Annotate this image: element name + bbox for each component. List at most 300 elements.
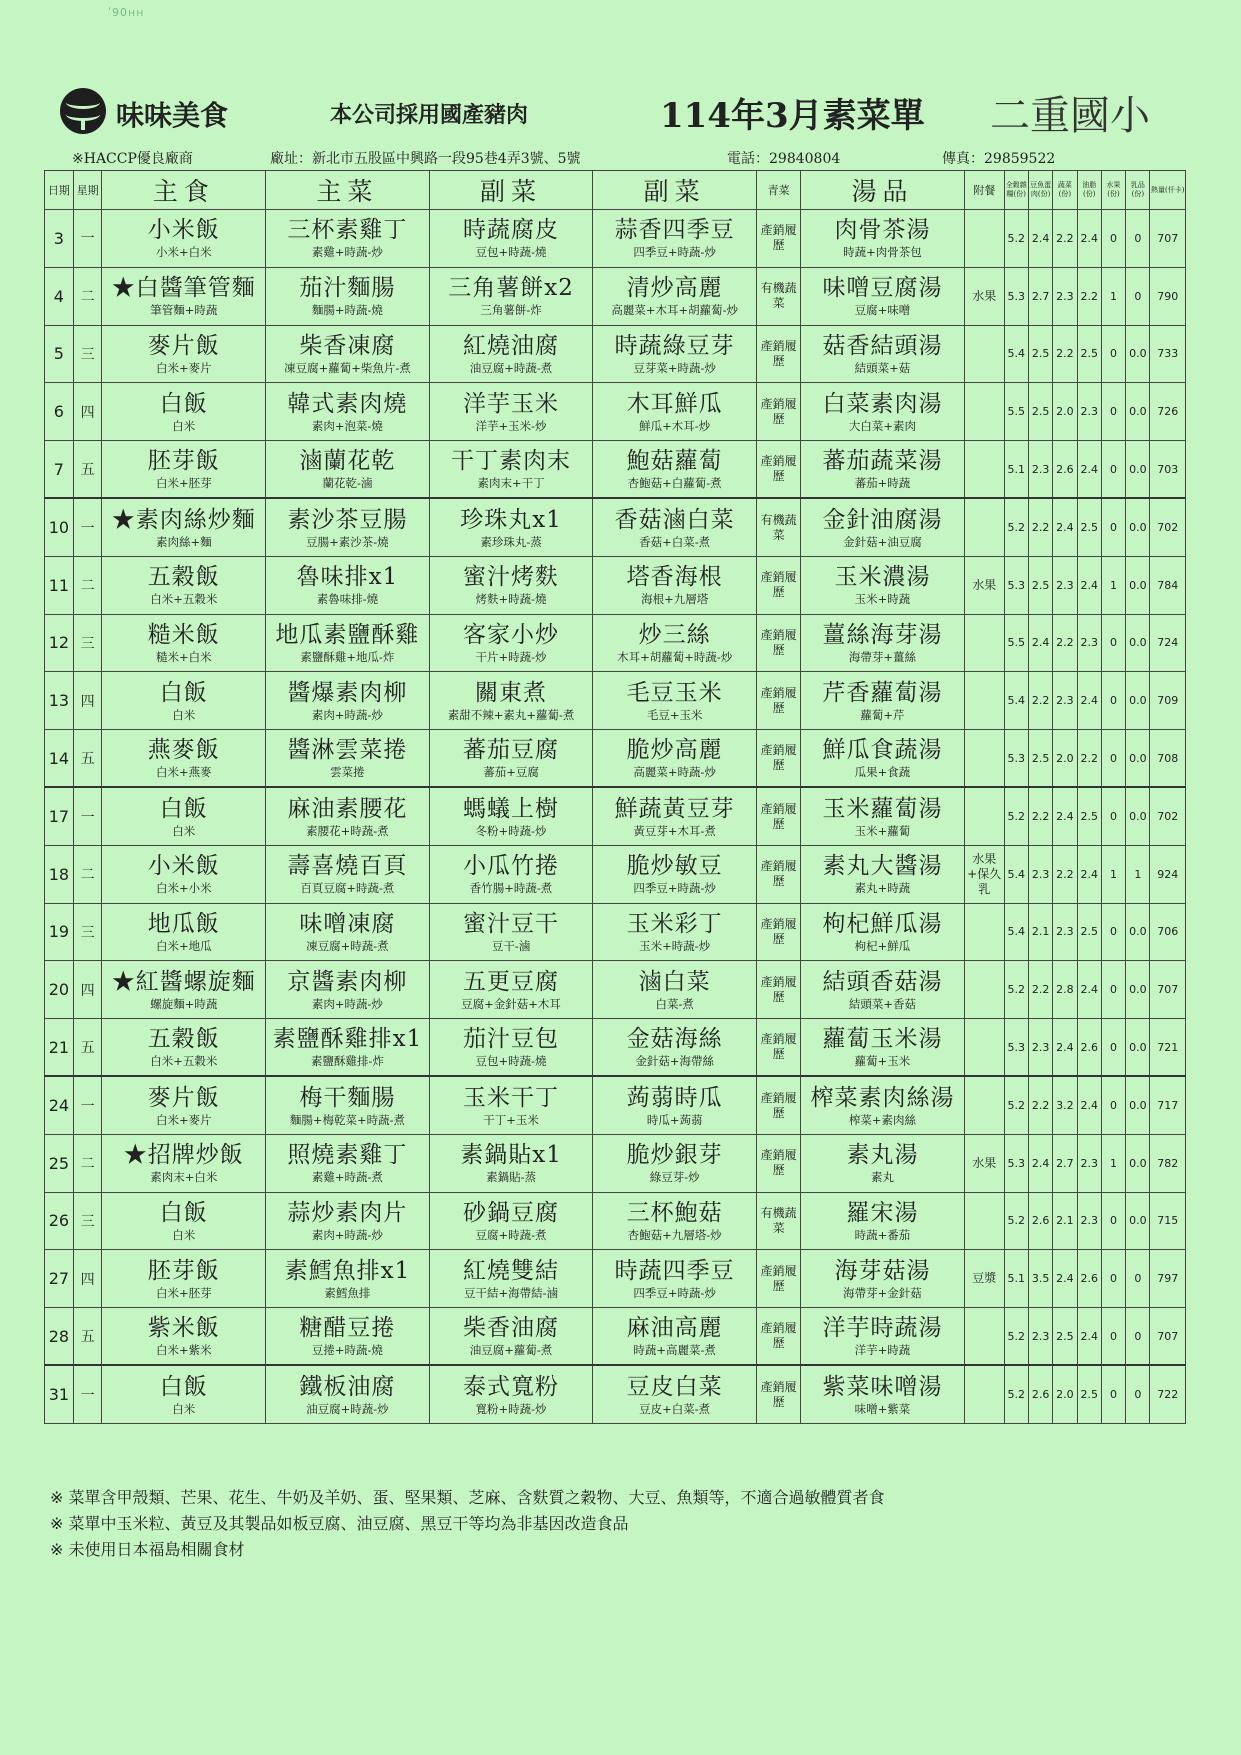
side-dish-2-cell (593, 730, 757, 788)
side-dish-2-ingredients: 玉米+時蔬-炒 (639, 938, 711, 953)
vegetable-type: 產銷履歷 (756, 1308, 800, 1366)
entree-ingredients: 油豆腐+時蔬-炒 (306, 1401, 389, 1416)
nutrition-v2: 2.2 (1028, 672, 1052, 730)
menu-row (45, 1076, 1186, 1134)
side-dish-2: 三杯鮑菇 (626, 1199, 723, 1226)
entree-cell (266, 556, 430, 614)
side-dish-2: 炒三絲 (638, 621, 711, 648)
vegetable-type: 產銷履歷 (756, 787, 800, 845)
extra-item (964, 1308, 1004, 1366)
nutrition-kcal: 797 (1150, 1250, 1186, 1308)
entree: 韓式素肉燒 (287, 390, 408, 417)
day-number: 28 (45, 1308, 74, 1366)
side-dish-1-cell (429, 672, 593, 730)
vegetable-type: 產銷履歷 (756, 730, 800, 788)
nutrition-v4: 2.4 (1077, 1076, 1101, 1134)
side-dish-1-ingredients: 豆干結+海帶結-滷 (464, 1285, 559, 1300)
entree: 魯味排x1 (296, 564, 399, 591)
entree-cell (266, 1365, 430, 1423)
nutrition-v4: 2.5 (1077, 787, 1101, 845)
nutrition-v3: 2.4 (1053, 498, 1077, 556)
nutrition-v4: 2.3 (1077, 1192, 1101, 1250)
nutrition-v5: 0 (1101, 787, 1125, 845)
nutrition-v1: 5.2 (1004, 498, 1028, 556)
main-dish: 白飯 (159, 1373, 208, 1400)
nutrition-v4: 2.6 (1077, 1250, 1101, 1308)
extra-item (964, 1076, 1004, 1134)
entree-ingredients: 素鹽酥雞排-炸 (310, 1054, 384, 1069)
soup: 結頭香菇湯 (822, 968, 943, 995)
footnote: ※ 菜單中玉米粒、黃豆及其製品如板豆腐、油豆腐、黑豆干等均為非基因改造食品 (50, 1514, 629, 1533)
nutrition-v6: 1 (1126, 845, 1150, 903)
entree-ingredients: 豆捲+時蔬-燒 (311, 1343, 383, 1358)
slogan: 本公司採用國產豬肉 (330, 103, 529, 128)
soup-ingredients: 結頭菜+菇 (854, 360, 911, 375)
soup-ingredients: 洋芋+時蔬 (854, 1343, 911, 1358)
nutrition-v6: 0.0 (1126, 1134, 1150, 1192)
vegetable-type: 產銷履歷 (756, 1250, 800, 1308)
soup-cell (801, 1076, 965, 1134)
side-dish-2-ingredients: 四季豆+時蔬-炒 (633, 245, 716, 260)
soup: 薑絲海芽湯 (822, 621, 943, 648)
soup: 菇香結頭湯 (822, 332, 943, 359)
weekday: 二 (73, 267, 102, 325)
main-dish-cell (102, 1192, 266, 1250)
entree-ingredients: 素肉+時蔬-炒 (311, 707, 383, 722)
nutrition-v3: 2.2 (1053, 210, 1077, 268)
day-number: 20 (45, 961, 74, 1019)
side-dish-1-cell (429, 267, 593, 325)
header-main: 主食 (102, 171, 266, 210)
nutrition-v5: 0 (1101, 498, 1125, 556)
menu-row (45, 1308, 1186, 1366)
side-dish-2: 清炒高麗 (626, 275, 723, 302)
vegetable-type: 有機蔬菜 (756, 1192, 800, 1250)
school-name: 二重國小 (990, 93, 1150, 139)
nutrition-kcal: 707 (1150, 210, 1186, 268)
nutrition-v4: 2.4 (1077, 210, 1101, 268)
day-number: 6 (45, 383, 74, 441)
side-dish-1-cell (429, 787, 593, 845)
soup: 玉米濃湯 (834, 564, 931, 591)
main-dish-cell (102, 614, 266, 672)
main-dish: ★素肉絲炒麵 (111, 506, 256, 533)
entree-ingredients: 凍豆腐+蘿蔔+柴魚片-煮 (284, 360, 411, 375)
nutrition-v2: 2.3 (1028, 1308, 1052, 1366)
side-dish-1: 小瓜竹捲 (463, 853, 560, 880)
nutrition-v3: 2.0 (1053, 730, 1077, 788)
nutrition-v3: 2.0 (1053, 1365, 1077, 1423)
vegetable-type: 產銷履歷 (756, 845, 800, 903)
soup: 海芽菇湯 (834, 1257, 931, 1284)
side-dish-2: 木耳鮮瓜 (626, 390, 723, 417)
nutrition-v1: 5.3 (1004, 267, 1028, 325)
nutrition-v5: 0 (1101, 1019, 1125, 1077)
nutrition-v2: 2.5 (1028, 556, 1052, 614)
nutrition-kcal: 722 (1150, 1365, 1186, 1423)
soup-cell (801, 1365, 965, 1423)
main-dish-ingredients: 白米 (172, 418, 196, 433)
main-dish-cell (102, 325, 266, 383)
entree-ingredients: 素肉+時蔬-炒 (311, 1227, 383, 1242)
soup: 紫菜味噌湯 (822, 1373, 943, 1400)
nutrition-v4: 2.5 (1077, 903, 1101, 961)
main-dish: 白飯 (159, 390, 208, 417)
main-dish-ingredients: 白米+地瓜 (155, 938, 212, 953)
side-dish-1-ingredients: 蕃茄+豆腐 (483, 765, 539, 780)
main-dish-ingredients: 小米+白米 (155, 245, 212, 260)
entree-ingredients: 麵腸+時蔬-燒 (311, 303, 383, 318)
soup: 榨菜素肉絲湯 (810, 1084, 955, 1111)
nutrition-kcal: 724 (1150, 614, 1186, 672)
nutrition-v3: 2.4 (1053, 1250, 1077, 1308)
weekday: 四 (73, 961, 102, 1019)
nutrition-v1: 5.5 (1004, 383, 1028, 441)
extra-item (964, 903, 1004, 961)
nutrition-v2: 2.2 (1028, 1076, 1052, 1134)
main-dish-ingredients: 素肉絲+麵 (155, 534, 212, 549)
soup-cell (801, 903, 965, 961)
extra-item (964, 672, 1004, 730)
day-number: 21 (45, 1019, 74, 1077)
side-dish-1-cell (429, 961, 593, 1019)
entree-cell (266, 730, 430, 788)
soup: 素丸大醬湯 (822, 853, 943, 880)
entree: 糖醋豆捲 (299, 1315, 396, 1342)
entree-cell (266, 210, 430, 268)
nutrition-v2: 2.3 (1028, 441, 1052, 499)
nutrition-v5: 0 (1101, 210, 1125, 268)
nutrition-v6: 0.0 (1126, 325, 1150, 383)
nutrition-v2: 2.4 (1028, 614, 1052, 672)
side-dish-1: 洋芋玉米 (463, 390, 560, 417)
weekday: 一 (73, 210, 102, 268)
soup-cell (801, 325, 965, 383)
nutrition-v2: 2.5 (1028, 383, 1052, 441)
nutrition-v6: 0.0 (1126, 556, 1150, 614)
nutrition-v3: 2.2 (1053, 614, 1077, 672)
entree: 味噌凍腐 (299, 910, 396, 937)
soup: 鮮瓜食蔬湯 (822, 737, 943, 764)
nutrition-v2: 2.6 (1028, 1192, 1052, 1250)
main-dish-cell (102, 498, 266, 556)
day-number: 14 (45, 730, 74, 788)
soup-ingredients: 金針菇+油豆腐 (843, 534, 922, 549)
nutrition-kcal: 784 (1150, 556, 1186, 614)
soup: 金針油腐湯 (822, 506, 943, 533)
entree-ingredients: 百頁豆腐+時蔬-煮 (300, 881, 395, 896)
nutrition-v6: 0.0 (1126, 441, 1150, 499)
company-info (72, 148, 1182, 168)
weekday: 五 (73, 441, 102, 499)
menu-row (45, 730, 1186, 788)
side-dish-1-ingredients: 素甜不辣+素丸+蘿蔔-煮 (447, 707, 575, 722)
side-dish-2-cell (593, 210, 757, 268)
entree-cell (266, 672, 430, 730)
nutrition-v3: 2.5 (1053, 1308, 1077, 1366)
nutrition-v3: 2.4 (1053, 787, 1077, 845)
nutrition-v3: 2.0 (1053, 383, 1077, 441)
entree: 京醬素肉柳 (287, 968, 408, 995)
main-dish-cell (102, 1076, 266, 1134)
soup-cell (801, 614, 965, 672)
nutrition-v4: 2.4 (1077, 672, 1101, 730)
extra-item (964, 1192, 1004, 1250)
soup-ingredients: 蕃茄+時蔬 (854, 476, 911, 491)
header-dairy: 乳品(份) (1126, 171, 1150, 210)
side-dish-1-ingredients: 素肉末+干丁 (477, 476, 545, 491)
side-dish-1: 蕃茄豆腐 (463, 737, 560, 764)
side-dish-1-ingredients: 香竹腸+時蔬-煮 (469, 881, 553, 896)
nutrition-v1: 5.4 (1004, 325, 1028, 383)
soup-ingredients: 素丸+時蔬 (854, 881, 911, 896)
header-fruit: 水果(份) (1101, 171, 1125, 210)
soup-ingredients: 大白菜+素肉 (848, 418, 917, 433)
side-dish-2-cell (593, 383, 757, 441)
main-dish-ingredients: 白米 (172, 707, 196, 722)
side-dish-1: 螞蟻上樹 (463, 795, 560, 822)
address: 廠址：新北市五股區中興路一段95巷4弄3號、5號 (270, 151, 581, 167)
soup-ingredients: 素丸 (871, 1170, 894, 1185)
nutrition-v3: 2.7 (1053, 1134, 1077, 1192)
nutrition-kcal: 721 (1150, 1019, 1186, 1077)
soup-cell (801, 210, 965, 268)
side-dish-1: 泰式寬粉 (463, 1373, 560, 1400)
nutrition-v2: 2.2 (1028, 787, 1052, 845)
nutrition-v5: 1 (1101, 845, 1125, 903)
side-dish-1: 柴香油腐 (463, 1315, 560, 1342)
header-calories: 熱量(仟卡) (1150, 171, 1186, 210)
soup-ingredients: 枸杞+鮮瓜 (854, 938, 911, 953)
side-dish-1-cell (429, 556, 593, 614)
soup-cell (801, 1192, 965, 1250)
entree: 麻油素腰花 (287, 795, 408, 822)
nutrition-v6: 0.0 (1126, 672, 1150, 730)
side-dish-2-ingredients: 高麗菜+時蔬-炒 (633, 765, 716, 780)
weekday: 一 (73, 1365, 102, 1423)
main-dish: 小米飯 (147, 853, 220, 880)
day-number: 11 (45, 556, 74, 614)
side-dish-2: 塔香海根 (626, 564, 723, 591)
nutrition-v3: 2.3 (1053, 903, 1077, 961)
side-dish-1-ingredients: 干片+時蔬-炒 (475, 649, 547, 664)
side-dish-2-cell (593, 1134, 757, 1192)
main-dish-ingredients: 白米+五穀米 (150, 592, 218, 607)
side-dish-1-ingredients: 干丁+玉米 (483, 1112, 539, 1127)
nutrition-v3: 2.2 (1053, 325, 1077, 383)
nutrition-v5: 0 (1101, 961, 1125, 1019)
side-dish-2-ingredients: 毛豆+玉米 (646, 707, 703, 722)
side-dish-1: 蜜汁豆干 (463, 910, 560, 937)
menu-row (45, 383, 1186, 441)
nutrition-v1: 5.2 (1004, 1076, 1028, 1134)
menu-row (45, 614, 1186, 672)
soup-cell (801, 1308, 965, 1366)
weekday: 二 (73, 845, 102, 903)
side-dish-2: 香菇滷白菜 (614, 506, 735, 533)
side-dish-1-cell (429, 325, 593, 383)
entree: 地瓜素鹽酥雞 (275, 621, 420, 648)
soup-ingredients: 蘿蔔+玉米 (854, 1054, 911, 1069)
menu-row (45, 903, 1186, 961)
nutrition-v2: 3.5 (1028, 1250, 1052, 1308)
day-number: 4 (45, 267, 74, 325)
vegetable-type: 產銷履歷 (756, 556, 800, 614)
nutrition-v3: 2.2 (1053, 845, 1077, 903)
weekday: 一 (73, 787, 102, 845)
soup-cell (801, 556, 965, 614)
entree-cell (266, 1134, 430, 1192)
day-number: 12 (45, 614, 74, 672)
nutrition-v5: 1 (1101, 556, 1125, 614)
main-dish: 糙米飯 (147, 621, 220, 648)
nutrition-v3: 3.2 (1053, 1076, 1077, 1134)
soup-cell (801, 498, 965, 556)
phone: 電話：29840804 (727, 151, 841, 167)
header-vegetables: 蔬菜(份) (1053, 171, 1077, 210)
main-dish: 地瓜飯 (147, 910, 220, 937)
weekday: 一 (73, 1076, 102, 1134)
side-dish-1-cell (429, 383, 593, 441)
entree-ingredients: 素鱈魚排 (324, 1285, 371, 1300)
soup-cell (801, 961, 965, 1019)
nutrition-v4: 2.6 (1077, 1019, 1101, 1077)
main-dish: 紫米飯 (147, 1315, 220, 1342)
company-name: 味味美食 (116, 99, 229, 132)
extra-item: 水果 (964, 1134, 1004, 1192)
main-dish-cell (102, 730, 266, 788)
nutrition-v4: 2.3 (1077, 1134, 1101, 1192)
side-dish-1-ingredients: 冬粉+時蔬-炒 (475, 823, 547, 838)
entree: 素沙茶豆腸 (287, 506, 408, 533)
side-dish-1-ingredients: 豆腐+金針菇+木耳 (461, 996, 561, 1011)
main-dish-cell (102, 845, 266, 903)
side-dish-2-cell (593, 614, 757, 672)
header-side2: 副菜 (593, 171, 757, 210)
nutrition-v2: 2.4 (1028, 210, 1052, 268)
nutrition-v2: 2.5 (1028, 730, 1052, 788)
main-dish-ingredients: 白米+五穀米 (150, 1054, 218, 1069)
soup-ingredients: 瓜果+食蔬 (854, 765, 911, 780)
side-dish-2: 豆皮白菜 (626, 1373, 723, 1400)
entree-cell (266, 1308, 430, 1366)
soup-cell (801, 730, 965, 788)
nutrition-v2: 2.2 (1028, 498, 1052, 556)
nutrition-v4: 2.5 (1077, 498, 1101, 556)
vegetable-type: 產銷履歷 (756, 325, 800, 383)
side-dish-1-ingredients: 油豆腐+時蔬-煮 (469, 360, 553, 375)
nutrition-v6: 0.0 (1126, 614, 1150, 672)
nutrition-v1: 5.4 (1004, 903, 1028, 961)
side-dish-2-cell (593, 1192, 757, 1250)
nutrition-v6: 0.0 (1126, 903, 1150, 961)
nutrition-v1: 5.3 (1004, 1134, 1028, 1192)
nutrition-v5: 0 (1101, 1076, 1125, 1134)
weekday: 三 (73, 903, 102, 961)
extra-item (964, 1019, 1004, 1077)
side-dish-1-cell (429, 1019, 593, 1077)
page-header (60, 88, 1180, 144)
extra-item: 豆漿 (964, 1250, 1004, 1308)
vegetable-type: 有機蔬菜 (756, 498, 800, 556)
vegetable-type: 產銷履歷 (756, 383, 800, 441)
nutrition-v4: 2.3 (1077, 614, 1101, 672)
entree-ingredients: 雲菜捲 (330, 765, 365, 780)
soup-ingredients: 海帶芽+薑絲 (848, 649, 917, 664)
extra-item (964, 614, 1004, 672)
nutrition-v5: 1 (1101, 267, 1125, 325)
main-dish-cell (102, 441, 266, 499)
nutrition-kcal: 709 (1150, 672, 1186, 730)
extra-item (964, 210, 1004, 268)
day-number: 18 (45, 845, 74, 903)
weekday: 二 (73, 1134, 102, 1192)
nutrition-kcal: 782 (1150, 1134, 1186, 1192)
entree: 柴香凍腐 (299, 332, 396, 359)
main-dish: 麥片飯 (147, 332, 220, 359)
extra-item (964, 730, 1004, 788)
header-grains: 全穀雜糧(份) (1004, 171, 1028, 210)
extra-item (964, 498, 1004, 556)
nutrition-v4: 2.4 (1077, 845, 1101, 903)
entree: 壽喜燒百頁 (287, 853, 408, 880)
side-dish-2-cell (593, 1250, 757, 1308)
soup: 枸杞鮮瓜湯 (822, 910, 943, 937)
weekday: 一 (73, 498, 102, 556)
entree-ingredients: 素雞+時蔬-煮 (311, 1170, 383, 1185)
side-dish-2-cell (593, 961, 757, 1019)
main-dish: 燕麥飯 (147, 737, 220, 764)
entree: 素鱈魚排x1 (284, 1257, 411, 1284)
nutrition-kcal: 703 (1150, 441, 1186, 499)
menu-row (45, 1250, 1186, 1308)
main-dish: 麥片飯 (147, 1084, 220, 1111)
vegetable-type: 產銷履歷 (756, 672, 800, 730)
day-number: 13 (45, 672, 74, 730)
entree-ingredients: 素腰花+時蔬-煮 (306, 823, 389, 838)
vegetable-type: 產銷履歷 (756, 1134, 800, 1192)
main-dish-cell (102, 961, 266, 1019)
side-dish-1-cell (429, 210, 593, 268)
menu-row (45, 845, 1186, 903)
side-dish-2: 脆炒銀芽 (626, 1142, 723, 1169)
day-number: 19 (45, 903, 74, 961)
side-dish-2-ingredients: 杏鮑菇+九層塔-炒 (627, 1227, 722, 1242)
soup-ingredients: 海帶芽+金針菇 (843, 1285, 922, 1300)
nutrition-v5: 0 (1101, 730, 1125, 788)
side-dish-1: 時蔬腐皮 (463, 217, 560, 244)
side-dish-2-ingredients: 四季豆+時蔬-炒 (633, 1285, 716, 1300)
extra-item: 水果+保久乳 (964, 845, 1004, 903)
main-dish-cell (102, 903, 266, 961)
side-dish-1: 三角薯餅x2 (448, 275, 574, 302)
nutrition-v5: 0 (1101, 1365, 1125, 1423)
side-dish-1-ingredients: 素珍珠丸-蒸 (480, 534, 542, 549)
footnote: ※ 未使用日本福島相關食材 (50, 1540, 245, 1559)
nutrition-v6: 0 (1126, 210, 1150, 268)
side-dish-2-ingredients: 木耳+胡蘿蔔+時蔬-炒 (617, 649, 733, 664)
entree-ingredients: 素肉+時蔬-炒 (311, 996, 383, 1011)
nutrition-v6: 0 (1126, 267, 1150, 325)
main-dish-ingredients: 白米+紫米 (155, 1343, 212, 1358)
nutrition-v3: 2.6 (1053, 441, 1077, 499)
nutrition-v5: 0 (1101, 441, 1125, 499)
nutrition-v4: 2.4 (1077, 556, 1101, 614)
haccp-label: ※HACCP優良廠商 (72, 151, 193, 167)
nutrition-v2: 2.3 (1028, 845, 1052, 903)
day-number: 10 (45, 498, 74, 556)
extra-item (964, 325, 1004, 383)
